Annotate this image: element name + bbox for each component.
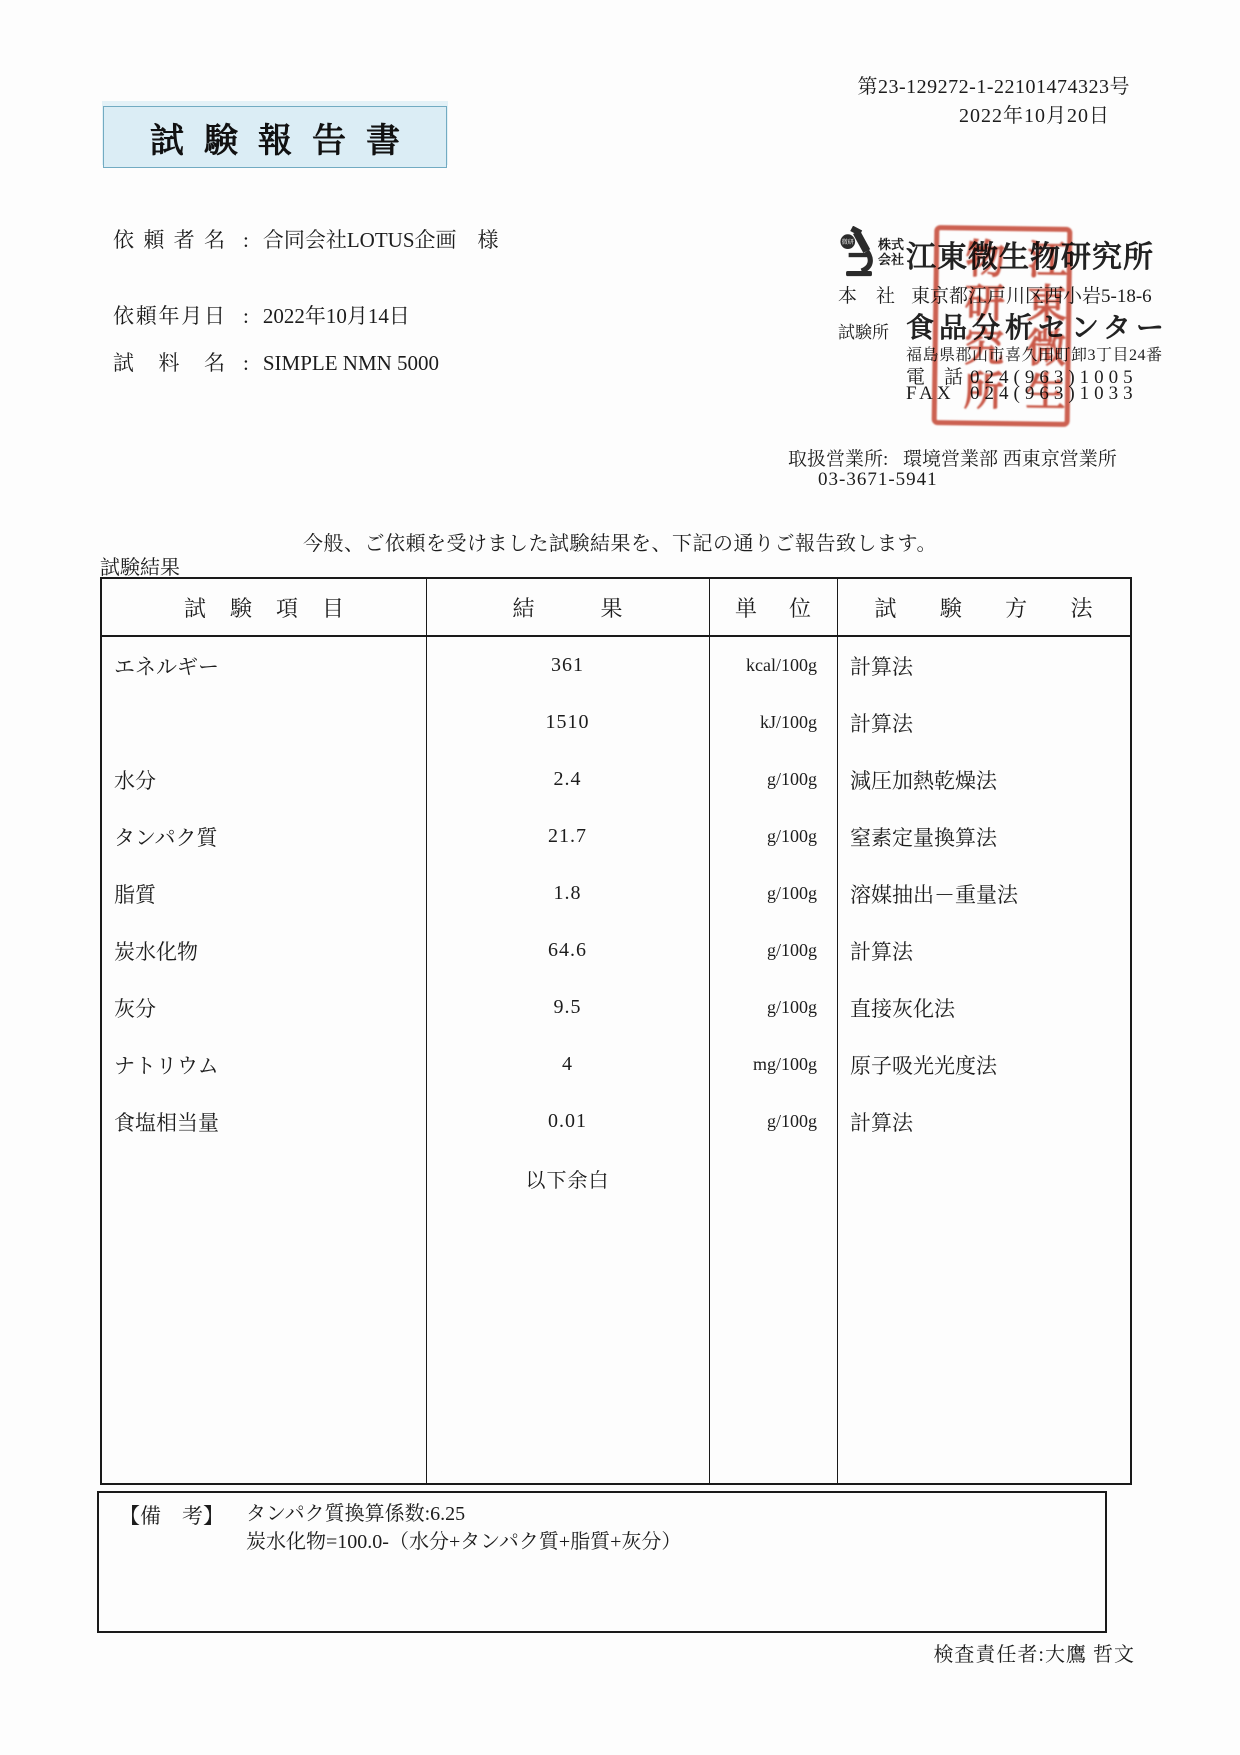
inspector-signature: 検査責任者:大鷹 哲文 (933, 1644, 1135, 1666)
report-number: 第23-129272-1-22101474323号 (857, 76, 1130, 98)
remarks-content (246, 1500, 681, 1556)
fax-number: 024(963)1033 (970, 383, 1138, 404)
test-item: ナトリウム (114, 1053, 219, 1078)
table-row (102, 751, 1130, 808)
table-row (102, 694, 1130, 751)
issue-date: 2022年10月20日 (959, 105, 1110, 127)
hq-address: 東京都江戸川区西小岩5-18-6 (911, 286, 1152, 307)
test-item: 水分 (114, 768, 156, 793)
header-item: 試験項目 (184, 595, 344, 621)
test-method: 計算法 (850, 939, 913, 964)
lab-address: 福島県郡山市喜久田町卸3丁目24番 (906, 347, 1163, 364)
company-seal-stamp (932, 225, 1073, 427)
request-date-value: 2022年10月14日 (262, 304, 410, 328)
test-unit: g/100g (766, 997, 817, 1017)
test-result: 9.5 (553, 996, 582, 1018)
seal-column-right: 江東微生 (1019, 238, 1068, 415)
company-prefix (878, 237, 904, 267)
remarks-line-2: 炭水化物=100.0-（水分+タンパク質+脂質+灰分） (246, 1531, 682, 1553)
test-item: 脂質 (114, 882, 156, 907)
handling-office-line (788, 444, 1117, 471)
office-tel: 03-3671-5941 (818, 469, 938, 490)
request-date-label: 依頼年月日 (113, 304, 225, 328)
remarks-box (97, 1491, 1107, 1633)
office-name: 環境営業部 西東京営業所 (903, 449, 1117, 470)
test-item: 食塩相当量 (114, 1110, 219, 1135)
microscope-logo-icon (840, 226, 878, 283)
table-row-end-marker (102, 1150, 1130, 1207)
table-row (102, 637, 1130, 694)
table-header-row (102, 579, 1130, 637)
colon: : (243, 304, 249, 328)
test-method: 計算法 (850, 654, 913, 679)
test-method: 直接灰化法 (850, 996, 955, 1021)
test-result: 1510 (545, 711, 590, 733)
client-line (113, 224, 499, 254)
test-unit: g/100g (766, 1111, 817, 1131)
table-row (102, 808, 1130, 865)
test-unit: g/100g (766, 940, 817, 960)
test-unit: kcal/100g (746, 655, 817, 675)
sample-name-label: 試料名 (113, 351, 225, 375)
test-unit: kJ/100g (759, 712, 817, 732)
table-row (102, 865, 1130, 922)
test-method: 溶媒抽出－重量法 (850, 882, 1018, 907)
test-unit: g/100g (766, 883, 817, 903)
lab-name: 食品分析センター (906, 312, 1169, 343)
header-result: 結果 (512, 595, 623, 621)
results-label: 試験結果 (100, 557, 180, 579)
logo-text: 微研 (841, 240, 854, 247)
column-divider (837, 579, 838, 1483)
request-date-line (113, 300, 410, 330)
table-row (102, 1036, 1130, 1093)
page-title: 試験報告書 (150, 121, 420, 160)
table-row (102, 1093, 1130, 1150)
header-method: 試験方法 (874, 595, 1093, 621)
test-result: 4 (562, 1053, 573, 1075)
sample-name-value: SIMPLE NMN 5000 (262, 351, 440, 375)
header-unit: 単位 (735, 595, 811, 621)
lab-label: 試験所 (838, 323, 889, 342)
company-prefix-line1: 株式 (878, 237, 905, 252)
test-result: 361 (551, 654, 584, 676)
column-divider (709, 579, 710, 1483)
test-method: 計算法 (850, 1110, 913, 1135)
column-divider (426, 579, 427, 1483)
tel-label: 電 話 (906, 367, 964, 388)
test-method: 窒素定量換算法 (850, 825, 997, 850)
test-item: 灰分 (114, 996, 156, 1021)
results-table (100, 577, 1132, 1485)
report-title-box (103, 106, 447, 168)
test-method: 減圧加熱乾燥法 (850, 768, 997, 793)
client-value: 合同会社LOTUS企画 様 (262, 228, 499, 252)
test-unit: mg/100g (752, 1054, 817, 1074)
fax-label: FAX (906, 383, 955, 404)
company-name: 江東微生物研究所 (906, 241, 1154, 274)
table-row (102, 922, 1130, 979)
company-prefix-line2: 会社 (878, 252, 905, 267)
remarks-label: 【備 考】 (119, 1504, 224, 1528)
test-unit: g/100g (766, 826, 817, 846)
end-of-results-marker: 以下余白 (525, 1170, 610, 1192)
office-label: 取扱営業所: (788, 449, 889, 470)
test-item: エネルギー (114, 654, 219, 679)
tel-number: 024(963)1005 (970, 367, 1138, 388)
remarks-line-1: タンパク質換算係数:6.25 (246, 1503, 466, 1525)
test-item: タンパク質 (114, 825, 218, 850)
test-method: 原子吸光光度法 (850, 1053, 997, 1078)
seal-column-left: 物研究所 (957, 237, 1006, 415)
test-unit: g/100g (766, 769, 817, 789)
test-result: 21.7 (548, 825, 587, 847)
sample-name-line (113, 347, 439, 377)
client-label: 依頼者名 (113, 228, 225, 252)
hq-label: 本 社 (838, 286, 896, 307)
colon: : (243, 228, 249, 252)
intro-sentence: 今般、ご依頼を受けました試験結果を、下記の通りご報告致します。 (303, 533, 937, 555)
test-result: 64.6 (548, 939, 587, 961)
test-method: 計算法 (850, 711, 913, 736)
test-item: 炭水化物 (114, 939, 198, 964)
test-result: 2.4 (553, 768, 582, 790)
colon: : (243, 351, 249, 375)
test-result: 0.01 (548, 1110, 587, 1132)
test-result: 1.8 (553, 882, 582, 904)
table-row (102, 979, 1130, 1036)
